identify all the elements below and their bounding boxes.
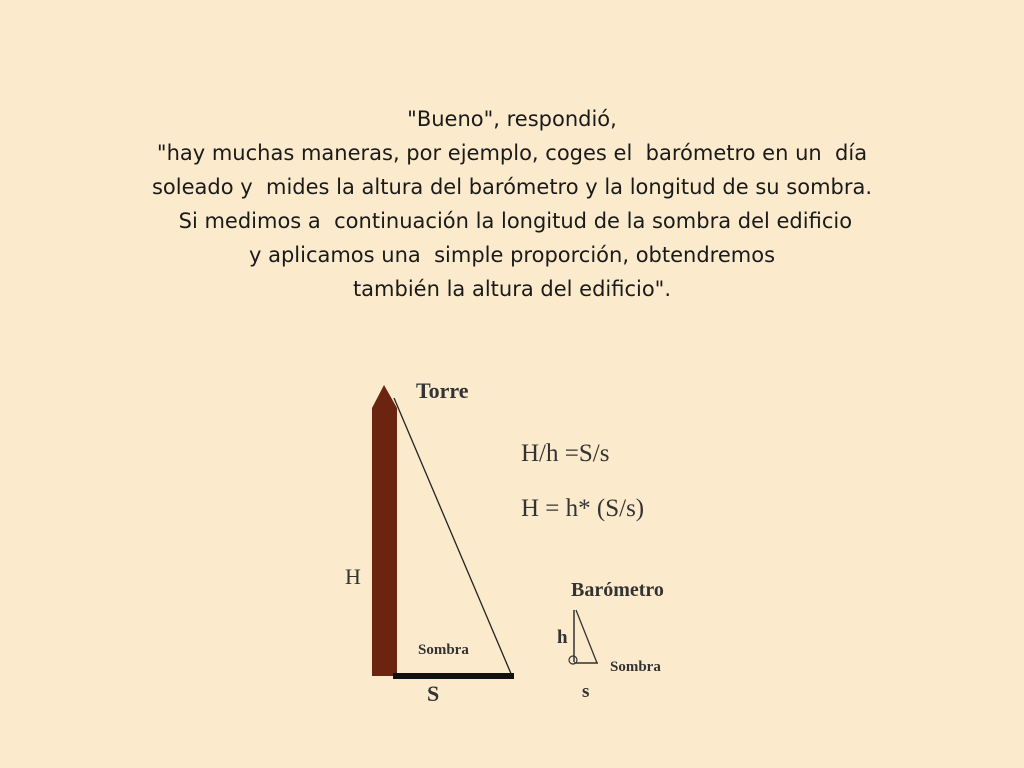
tower-label: Torre (416, 378, 469, 403)
barometer-shadow-label: Sombra (610, 659, 661, 675)
tower-height-label: H (345, 564, 361, 589)
barometer-label: Barómetro (571, 579, 664, 601)
quote-line-2: "hay muchas maneras, por ejemplo, coges el barómetro en un día (156, 141, 868, 165)
tower-shadow-label: Sombra (418, 642, 469, 658)
barometer-icon (569, 656, 577, 664)
barometer-height-label: h (557, 627, 568, 648)
quote-line-4: Si medimos a continuación la longitud de la sombra del edificio (171, 209, 853, 233)
barometer-light-ray (576, 610, 597, 663)
quote-line-1: "Bueno", respondió, (407, 107, 617, 131)
quote-line-3: soleado y mides la altura del barómetro y la longitud de su sombra. (151, 175, 873, 199)
quote-line-5: y aplicamos una simple proporción, obtendremos (248, 243, 776, 267)
tower-shadow-length-label: S (427, 681, 440, 706)
formula-solution: H = h* (S/s) (521, 495, 645, 522)
tower-shadow-line (393, 673, 514, 679)
tower-light-ray (394, 398, 512, 676)
formula-ratio: H/h =S/s (521, 440, 610, 467)
tower-shape (372, 385, 397, 676)
barometer-shadow-length-label: s (582, 681, 590, 702)
quote-line-6: también la altura del edificio". (352, 277, 672, 301)
